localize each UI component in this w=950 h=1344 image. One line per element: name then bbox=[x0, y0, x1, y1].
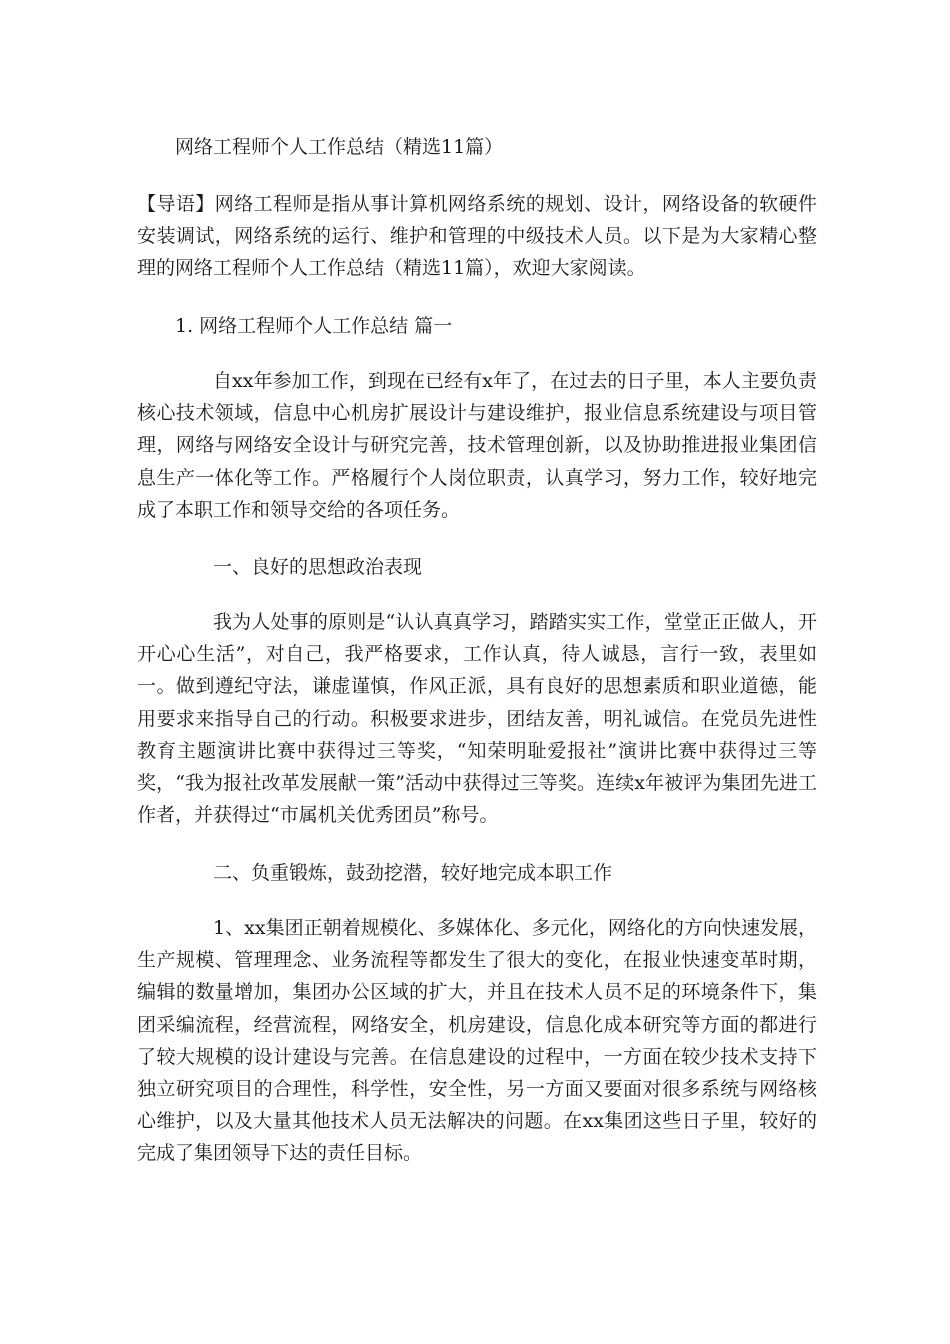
intro-paragraph: 【导语】网络工程师是指从事计算机网络系统的规划、设计，网络设备的软硬件安装调试，网络系统的运行、维护和管理的中级技术人员。以下是为大家精心整理的网络工程师个人工作总结（精选11篇），欢迎大家阅读。 bbox=[137, 193, 817, 280]
document-title: 网络工程师个人工作总结（精选11篇） bbox=[175, 136, 504, 158]
body-paragraph-1: 自xx年参加工作，到现在已经有x年了，在过去的日子里，本人主要负责核心技术领域，信息中心机房扩展设计与建设维护，报业信息系统建设与项目管理，网络与网络安全设计与研究完善，技术管理创新，以及协助推进报业集团信息生产一体化等工作。严格履行个人岗位职责，认真学习，努力工作，较好地完成了本职工作和领导交给的各项任务。 bbox=[137, 370, 817, 521]
subheading-1: 一、良好的思想政治表现 bbox=[213, 556, 423, 578]
body-paragraph-3: 1、xx集团正朝着规模化、多媒体化、多元化，网络化的方向快速发展，生产规模、管理理念、业务流程等都发生了很大的变化，在报业快速变革时期，编辑的数量增加，集团办公区域的扩大，并且在技术人员不足的环境条件下，集团采编流程，经营流程，网络安全，机房建设，信息化成本研究等方面的都进行了较大规模的设计建设与完善。在信息建设的过程中，一方面在较少技术支持下独立研究项目的合理性，科学性，安全性，另一方面又要面对很多系统与网络核心维护，以及大量其他技术人员无法解决的问题。在xx集团这些日子里，较好的完成了集团领导下达的责任目标。 bbox=[137, 917, 817, 1165]
section-heading: 1. 网络工程师个人工作总结 篇一 bbox=[175, 315, 453, 337]
body-paragraph-2: 我为人处事的原则是“认认真真学习，踏踏实实工作，堂堂正正做人，开开心心生活”，对自己，我严格要求，工作认真，待人诚恳，言行一致，表里如一。做到遵纪守法，谦虚谨慎，作风正派，具有良好的思想素质和职业道德，能用要求来指导自己的行动。积极要求进步，团结友善，明礼诚信。在党员先进性教育主题演讲比赛中获得过三等奖，“知荣明耻爱报社”演讲比赛中获得过三等奖，“我为报社改革发展献一策”活动中获得过三等奖。连续x年被评为集团先进工作者，并获得过“市属机关优秀团员”称号。 bbox=[137, 611, 817, 827]
subheading-2: 二、负重锻炼，鼓劲挖潜，较好地完成本职工作 bbox=[213, 862, 613, 884]
